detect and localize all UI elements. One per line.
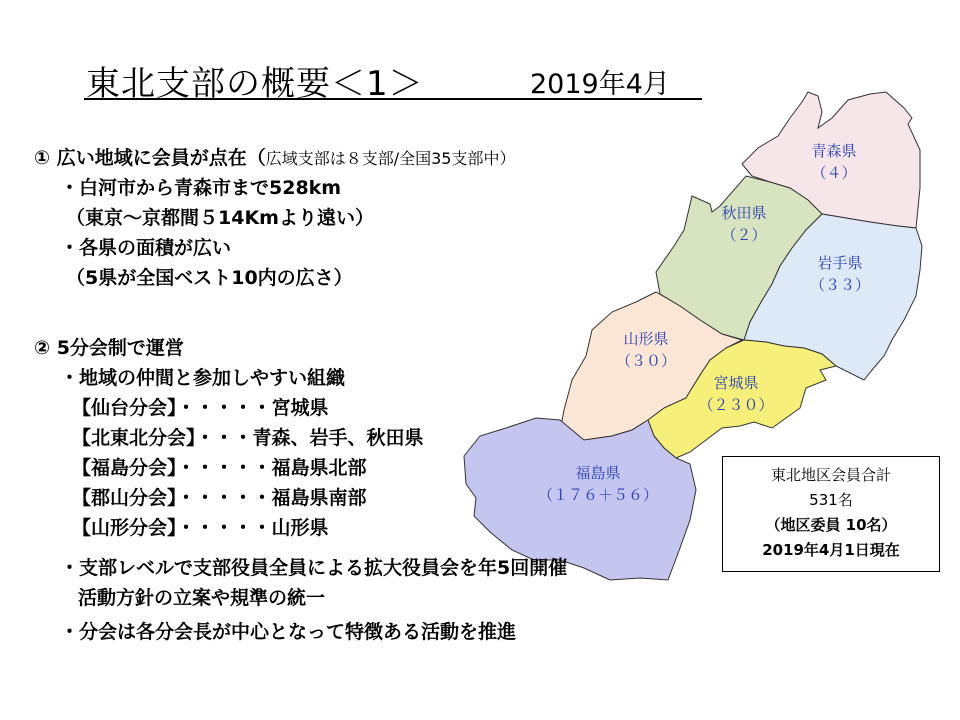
branch-yamagata: 【山形分会】・・・・・山形県 [72, 517, 329, 539]
label-aomori-name: 青森県 [811, 142, 857, 160]
point-1-note: 広域支部は８支部/全国35支部中 [265, 149, 500, 168]
summary-date: 2019年4月1日現在 [762, 541, 900, 559]
label-iwate-count: （３３） [809, 276, 871, 294]
point-2-heading: ② 5分会制で運営 [34, 337, 184, 359]
label-akita-count: （２） [721, 226, 767, 244]
title-date: 2019年4月 [530, 69, 670, 100]
member-summary-box [722, 456, 940, 572]
summary-total-label: 東北地区会員合計 [770, 466, 891, 484]
branch-koriyama: 【郡山分会】・・・・・福島県南部 [72, 487, 367, 509]
summary-total-count: 531名 [809, 491, 853, 509]
label-miyagi-count: （２３０） [698, 396, 774, 414]
point-1-area: ・各県の面積が広い [60, 237, 232, 259]
branch-kitatohoku: 【北東北分会】・・・青森、岩手、秋田県 [72, 427, 424, 449]
point-2-meetings-detail: 活動方針の立案や規準の統一 [78, 587, 326, 609]
point-2-activities: ・分会は各分会長が中心となって特徴ある活動を推進 [60, 621, 517, 643]
point-1-note-end: ） [499, 149, 516, 168]
point-1-distance: ・白河市から青森市まで528km [60, 177, 342, 199]
label-akita-name: 秋田県 [721, 204, 767, 222]
point-2-meetings: ・支部レベルで支部役員全員による拡大役員会を年5回開催 [60, 557, 568, 579]
point-1-area-note: （5県が全国ベスト10内の広さ） [66, 267, 353, 289]
label-miyagi-name: 宮城県 [713, 374, 759, 392]
summary-committee: （地区委員 10名） [765, 516, 897, 534]
label-fukushima-name: 福島県 [575, 464, 621, 482]
label-aomori-count: （４） [811, 164, 857, 182]
point-2-organization: ・地域の仲間と参加しやすい組織 [60, 367, 346, 389]
point-1-distance-note: （東京～京都間５14Kmより遠い） [66, 207, 374, 229]
label-iwate-name: 岩手県 [817, 254, 863, 272]
branch-fukushima: 【福島分会】・・・・・福島県北部 [72, 457, 367, 479]
label-fukushima-count: （１７６＋５６） [537, 486, 659, 504]
point-1-heading [34, 146, 515, 171]
label-yamagata-count: （３０） [615, 352, 677, 370]
branch-sendai: 【仙台分会】・・・・・宮城県 [72, 397, 329, 419]
label-yamagata-name: 山形県 [623, 330, 669, 348]
point-1-text: ① 広い地域に会員が点在（ [34, 147, 266, 169]
title-text: 東北支部の概要＜1＞ [86, 64, 424, 104]
